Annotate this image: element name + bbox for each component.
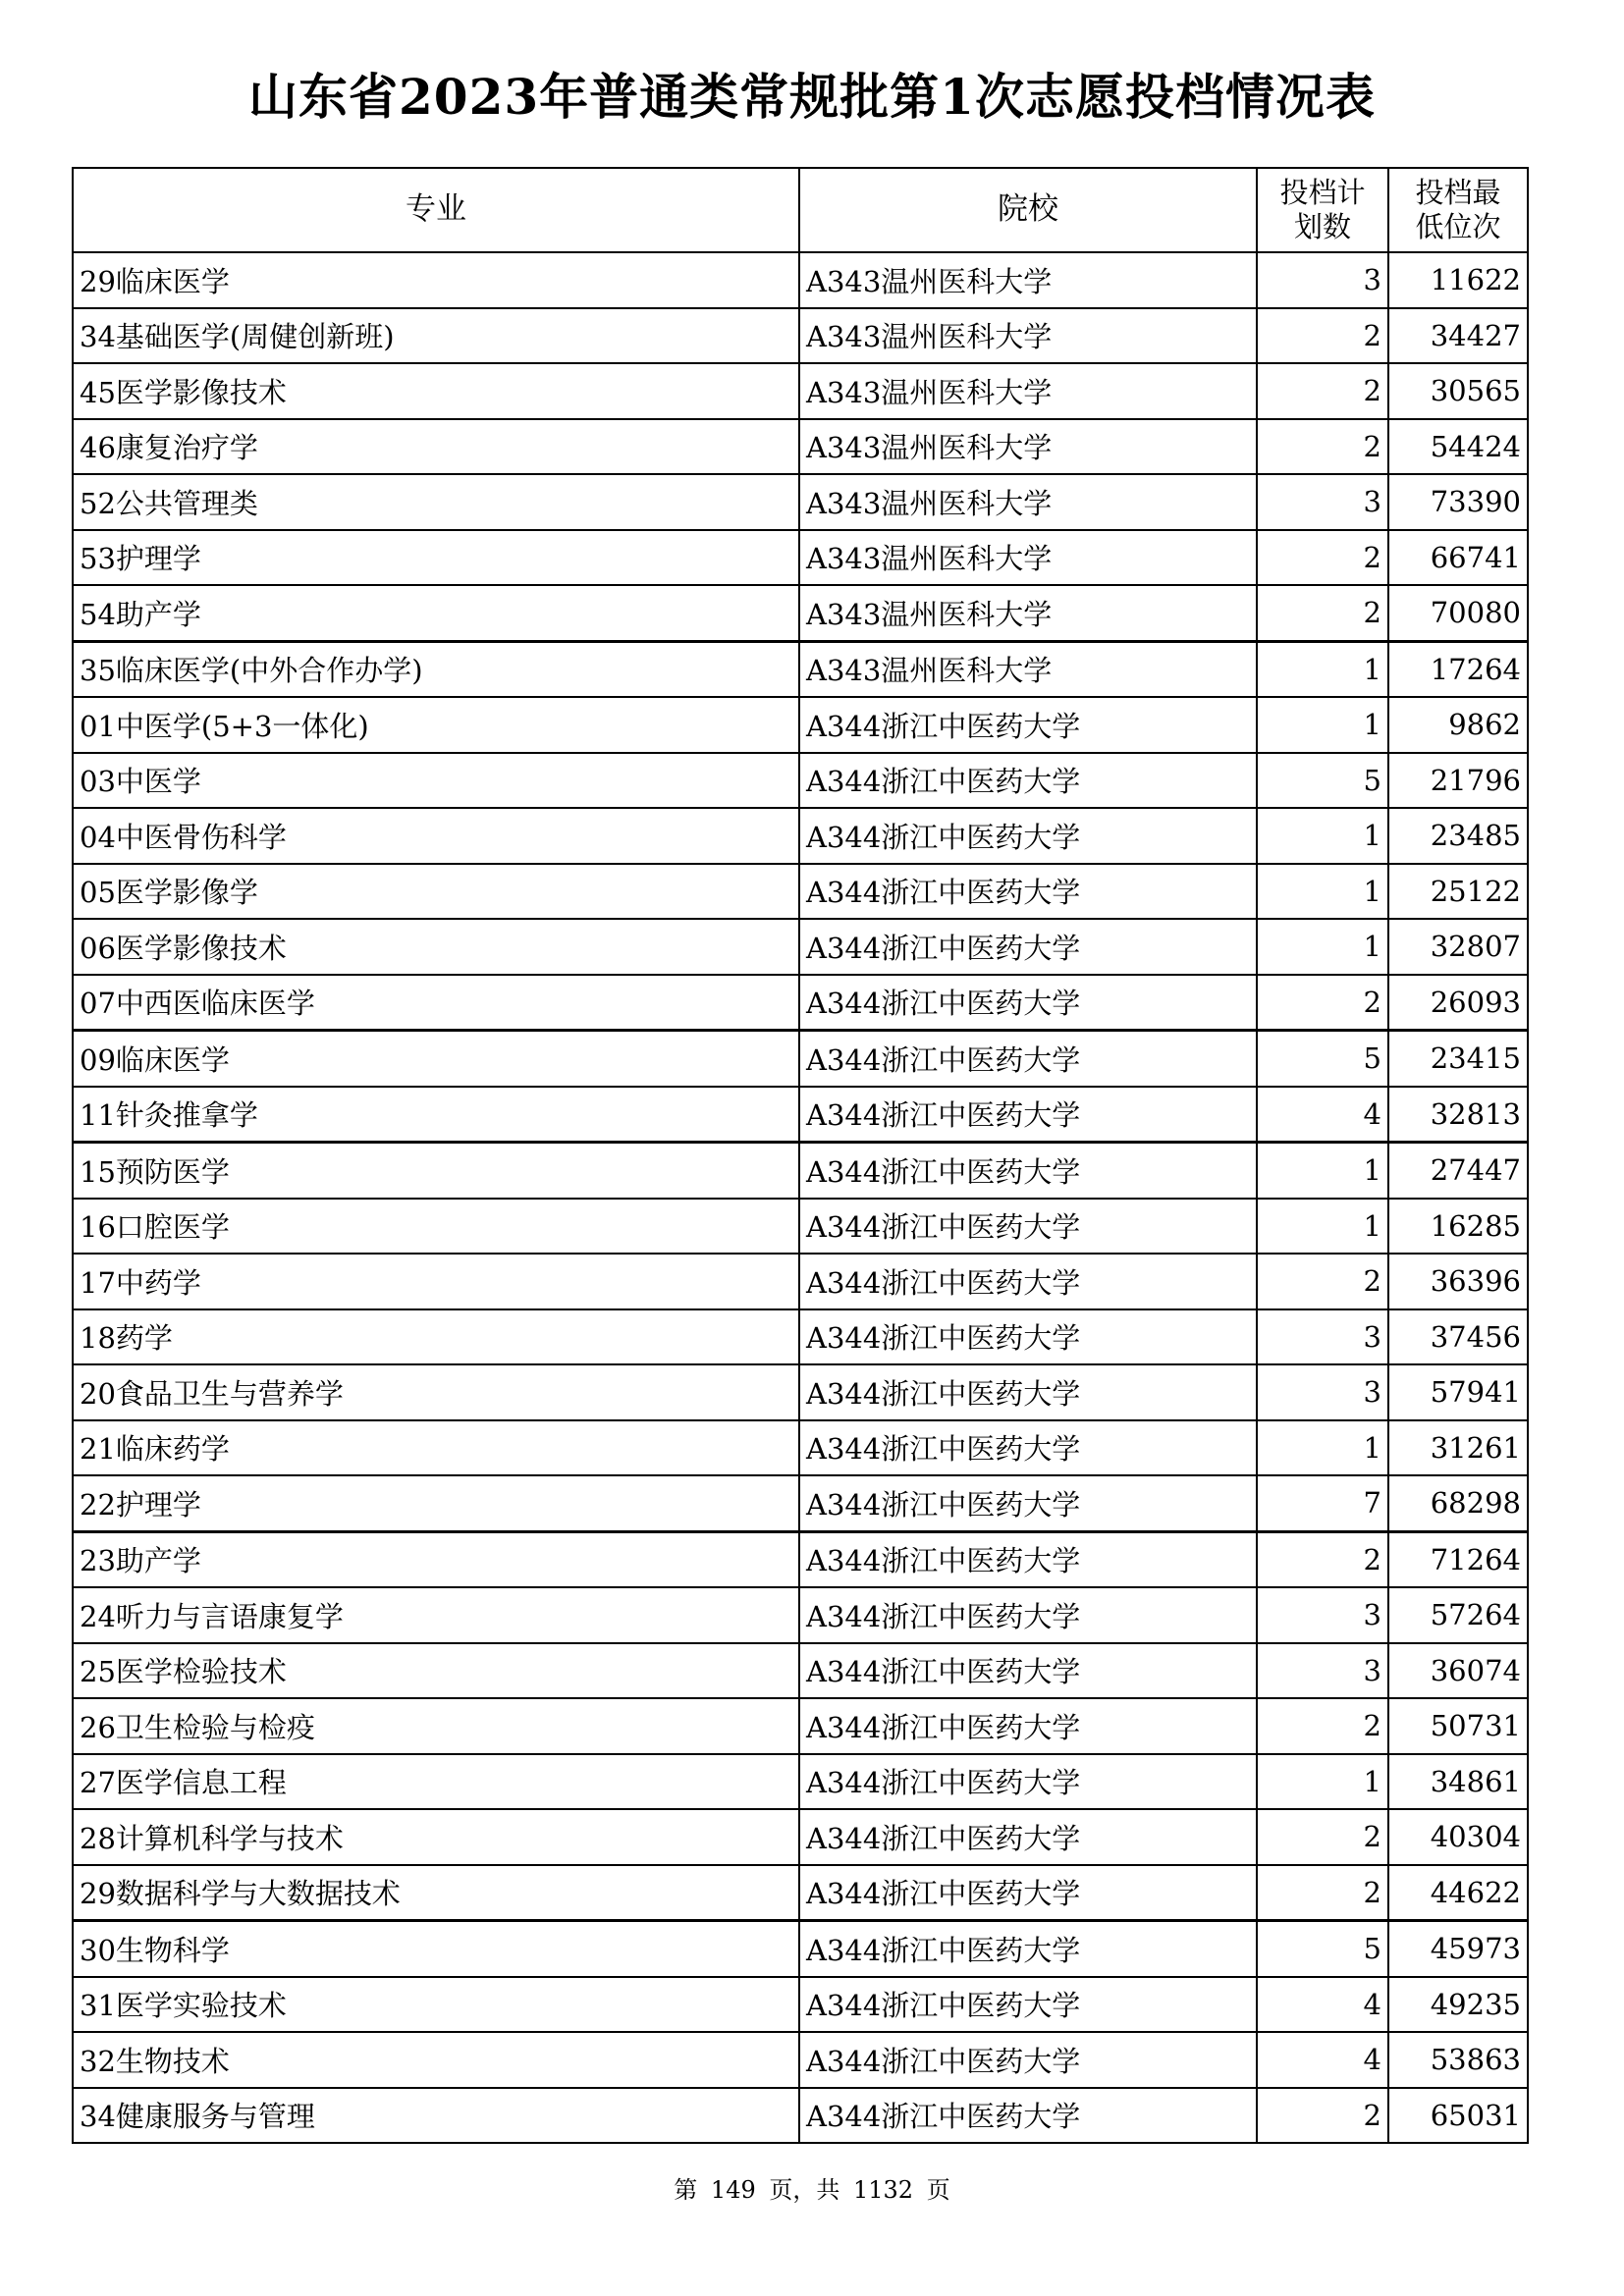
cell-plan-count: 1 <box>1257 864 1388 920</box>
cell-min-rank: 66741 <box>1388 530 1528 586</box>
cell-school: A344浙江中医药大学 <box>799 1754 1257 1810</box>
cell-major: 30生物科学 <box>73 1921 799 1977</box>
cell-plan-count: 3 <box>1257 252 1388 308</box>
table-row <box>73 1865 1528 1921</box>
cell-major: 29临床医学 <box>73 252 799 308</box>
column-header-rank-line2: 低位次 <box>1415 210 1501 243</box>
table-row <box>73 252 1528 308</box>
cell-major: 46康复治疗学 <box>73 419 799 475</box>
cell-school: A344浙江中医药大学 <box>799 1865 1257 1921</box>
table-row <box>73 1475 1528 1531</box>
column-header-plan <box>1257 168 1388 252</box>
cell-major: 18药学 <box>73 1309 799 1365</box>
cell-school: A344浙江中医药大学 <box>799 697 1257 753</box>
cell-plan-count: 7 <box>1257 1475 1388 1531</box>
cell-plan-count: 1 <box>1257 808 1388 864</box>
cell-plan-count: 5 <box>1257 753 1388 809</box>
cell-major: 09临床医学 <box>73 1031 799 1087</box>
column-header-school: 院校 <box>799 168 1257 252</box>
cell-plan-count: 4 <box>1257 2032 1388 2088</box>
cell-school: A344浙江中医药大学 <box>799 1643 1257 1699</box>
table-row <box>73 641 1528 697</box>
cell-major: 52公共管理类 <box>73 474 799 530</box>
cell-plan-count: 1 <box>1257 1199 1388 1255</box>
cell-plan-count: 2 <box>1257 585 1388 641</box>
cell-major: 34基础医学(周健创新班) <box>73 308 799 364</box>
column-header-major: 专业 <box>73 168 799 252</box>
cell-min-rank: 65031 <box>1388 2088 1528 2144</box>
table-row <box>73 975 1528 1031</box>
table-row <box>73 1587 1528 1643</box>
cell-school: A343温州医科大学 <box>799 585 1257 641</box>
cell-plan-count: 2 <box>1257 363 1388 419</box>
table-row <box>73 1643 1528 1699</box>
cell-major: 07中西医临床医学 <box>73 975 799 1031</box>
cell-min-rank: 17264 <box>1388 641 1528 697</box>
cell-min-rank: 31261 <box>1388 1420 1528 1476</box>
cell-plan-count: 1 <box>1257 641 1388 697</box>
cell-min-rank: 37456 <box>1388 1309 1528 1365</box>
column-header-plan-line2: 划数 <box>1293 210 1351 243</box>
cell-plan-count: 3 <box>1257 1587 1388 1643</box>
cell-major: 27医学信息工程 <box>73 1754 799 1810</box>
table-row <box>73 1254 1528 1309</box>
cell-plan-count: 2 <box>1257 1865 1388 1921</box>
table-row <box>73 1031 1528 1087</box>
cell-major: 03中医学 <box>73 753 799 809</box>
cell-major: 01中医学(5+3一体化) <box>73 697 799 753</box>
cell-plan-count: 2 <box>1257 1254 1388 1309</box>
table-row <box>73 1754 1528 1810</box>
cell-min-rank: 54424 <box>1388 419 1528 475</box>
cell-plan-count: 5 <box>1257 1031 1388 1087</box>
cell-min-rank: 26093 <box>1388 975 1528 1031</box>
cell-school: A344浙江中医药大学 <box>799 1420 1257 1476</box>
cell-min-rank: 36074 <box>1388 1643 1528 1699</box>
cell-school: A344浙江中医药大学 <box>799 2088 1257 2144</box>
cell-school: A344浙江中医药大学 <box>799 1199 1257 1255</box>
cell-plan-count: 1 <box>1257 919 1388 975</box>
table-row <box>73 474 1528 530</box>
cell-plan-count: 3 <box>1257 1643 1388 1699</box>
cell-min-rank: 50731 <box>1388 1698 1528 1754</box>
cell-school: A343温州医科大学 <box>799 363 1257 419</box>
page-title: 山东省2023年普通类常规批第1次志愿投档情况表 <box>248 68 1376 126</box>
admission-table <box>72 167 1529 2144</box>
table-row <box>73 363 1528 419</box>
cell-plan-count: 2 <box>1257 1809 1388 1865</box>
cell-major: 25医学检验技术 <box>73 1643 799 1699</box>
cell-school: A344浙江中医药大学 <box>799 1921 1257 1977</box>
table-row <box>73 1809 1528 1865</box>
cell-major: 21临床药学 <box>73 1420 799 1476</box>
table-row <box>73 808 1528 864</box>
cell-plan-count: 1 <box>1257 1420 1388 1476</box>
cell-school: A344浙江中医药大学 <box>799 753 1257 809</box>
cell-school: A343温州医科大学 <box>799 530 1257 586</box>
cell-plan-count: 2 <box>1257 530 1388 586</box>
cell-school: A344浙江中医药大学 <box>799 1531 1257 1587</box>
cell-major: 29数据科学与大数据技术 <box>73 1865 799 1921</box>
cell-min-rank: 71264 <box>1388 1531 1528 1587</box>
cell-major: 45医学影像技术 <box>73 363 799 419</box>
table-row <box>73 1977 1528 2033</box>
table-row <box>73 419 1528 475</box>
cell-plan-count: 1 <box>1257 697 1388 753</box>
table-row <box>73 1309 1528 1365</box>
cell-min-rank: 25122 <box>1388 864 1528 920</box>
cell-min-rank: 23485 <box>1388 808 1528 864</box>
cell-school: A343温州医科大学 <box>799 419 1257 475</box>
cell-plan-count: 2 <box>1257 1698 1388 1754</box>
cell-major: 11针灸推拿学 <box>73 1087 799 1143</box>
cell-plan-count: 2 <box>1257 308 1388 364</box>
cell-min-rank: 53863 <box>1388 2032 1528 2088</box>
cell-school: A344浙江中医药大学 <box>799 1309 1257 1365</box>
table-row <box>73 530 1528 586</box>
cell-school: A344浙江中医药大学 <box>799 1475 1257 1531</box>
cell-school: A344浙江中医药大学 <box>799 864 1257 920</box>
cell-major: 54助产学 <box>73 585 799 641</box>
cell-plan-count: 3 <box>1257 1364 1388 1420</box>
cell-major: 23助产学 <box>73 1531 799 1587</box>
cell-plan-count: 2 <box>1257 1531 1388 1587</box>
cell-major: 24听力与言语康复学 <box>73 1587 799 1643</box>
cell-school: A344浙江中医药大学 <box>799 2032 1257 2088</box>
cell-plan-count: 3 <box>1257 1309 1388 1365</box>
cell-school: A344浙江中医药大学 <box>799 1587 1257 1643</box>
table-row <box>73 864 1528 920</box>
cell-min-rank: 32807 <box>1388 919 1528 975</box>
table-row <box>73 1921 1528 1977</box>
cell-min-rank: 23415 <box>1388 1031 1528 1087</box>
cell-min-rank: 57264 <box>1388 1587 1528 1643</box>
cell-plan-count: 5 <box>1257 1921 1388 1977</box>
table-row <box>73 308 1528 364</box>
cell-min-rank: 70080 <box>1388 585 1528 641</box>
cell-min-rank: 30565 <box>1388 363 1528 419</box>
cell-min-rank: 21796 <box>1388 753 1528 809</box>
cell-major: 04中医骨伤科学 <box>73 808 799 864</box>
cell-school: A344浙江中医药大学 <box>799 1254 1257 1309</box>
cell-min-rank: 32813 <box>1388 1087 1528 1143</box>
cell-major: 16口腔医学 <box>73 1199 799 1255</box>
cell-school: A344浙江中医药大学 <box>799 1031 1257 1087</box>
cell-min-rank: 68298 <box>1388 1475 1528 1531</box>
cell-min-rank: 16285 <box>1388 1199 1528 1255</box>
cell-plan-count: 2 <box>1257 975 1388 1031</box>
cell-major: 34健康服务与管理 <box>73 2088 799 2144</box>
cell-major: 20食品卫生与营养学 <box>73 1364 799 1420</box>
column-header-rank-line1: 投档最 <box>1415 176 1501 210</box>
cell-min-rank: 27447 <box>1388 1143 1528 1199</box>
cell-major: 35临床医学(中外合作办学) <box>73 641 799 697</box>
table-row <box>73 697 1528 753</box>
cell-school: A344浙江中医药大学 <box>799 1698 1257 1754</box>
cell-school: A344浙江中医药大学 <box>799 808 1257 864</box>
cell-school: A343温州医科大学 <box>799 641 1257 697</box>
table-row <box>73 919 1528 975</box>
cell-major: 22护理学 <box>73 1475 799 1531</box>
cell-min-rank: 34861 <box>1388 1754 1528 1810</box>
cell-min-rank: 44622 <box>1388 1865 1528 1921</box>
table-row <box>73 1531 1528 1587</box>
cell-min-rank: 11622 <box>1388 252 1528 308</box>
cell-major: 31医学实验技术 <box>73 1977 799 2033</box>
table-row <box>73 1364 1528 1420</box>
cell-school: A344浙江中医药大学 <box>799 919 1257 975</box>
cell-min-rank: 9862 <box>1388 697 1528 753</box>
cell-school: A344浙江中医药大学 <box>799 1087 1257 1143</box>
cell-major: 32生物技术 <box>73 2032 799 2088</box>
cell-school: A343温州医科大学 <box>799 474 1257 530</box>
cell-plan-count: 2 <box>1257 419 1388 475</box>
cell-school: A343温州医科大学 <box>799 252 1257 308</box>
cell-plan-count: 1 <box>1257 1143 1388 1199</box>
cell-min-rank: 45973 <box>1388 1921 1528 1977</box>
table-header-row <box>73 168 1528 252</box>
cell-major: 15预防医学 <box>73 1143 799 1199</box>
column-header-plan-line1: 投档计 <box>1279 176 1366 210</box>
cell-min-rank: 36396 <box>1388 1254 1528 1309</box>
cell-major: 17中药学 <box>73 1254 799 1309</box>
cell-major: 26卫生检验与检疫 <box>73 1698 799 1754</box>
table-body <box>73 252 1528 2143</box>
cell-plan-count: 4 <box>1257 1087 1388 1143</box>
cell-plan-count: 1 <box>1257 1754 1388 1810</box>
cell-major: 05医学影像学 <box>73 864 799 920</box>
table-row <box>73 1087 1528 1143</box>
table-row <box>73 753 1528 809</box>
cell-major: 06医学影像技术 <box>73 919 799 975</box>
cell-min-rank: 57941 <box>1388 1364 1528 1420</box>
table-row <box>73 2032 1528 2088</box>
table-row <box>73 585 1528 641</box>
cell-school: A343温州医科大学 <box>799 308 1257 364</box>
table-row <box>73 1199 1528 1255</box>
cell-min-rank: 73390 <box>1388 474 1528 530</box>
cell-min-rank: 40304 <box>1388 1809 1528 1865</box>
cell-plan-count: 3 <box>1257 474 1388 530</box>
table-row <box>73 1698 1528 1754</box>
cell-plan-count: 2 <box>1257 2088 1388 2144</box>
cell-plan-count: 4 <box>1257 1977 1388 2033</box>
table-row <box>73 2088 1528 2144</box>
cell-school: A344浙江中医药大学 <box>799 975 1257 1031</box>
column-header-rank <box>1388 168 1528 252</box>
page-footer: 第 149 页，共 1132 页 <box>674 2176 950 2204</box>
cell-major: 28计算机科学与技术 <box>73 1809 799 1865</box>
table-row <box>73 1420 1528 1476</box>
cell-school: A344浙江中医药大学 <box>799 1809 1257 1865</box>
cell-school: A344浙江中医药大学 <box>799 1977 1257 2033</box>
cell-major: 53护理学 <box>73 530 799 586</box>
table-row <box>73 1143 1528 1199</box>
cell-min-rank: 34427 <box>1388 308 1528 364</box>
cell-school: A344浙江中医药大学 <box>799 1364 1257 1420</box>
cell-min-rank: 49235 <box>1388 1977 1528 2033</box>
cell-school: A344浙江中医药大学 <box>799 1143 1257 1199</box>
